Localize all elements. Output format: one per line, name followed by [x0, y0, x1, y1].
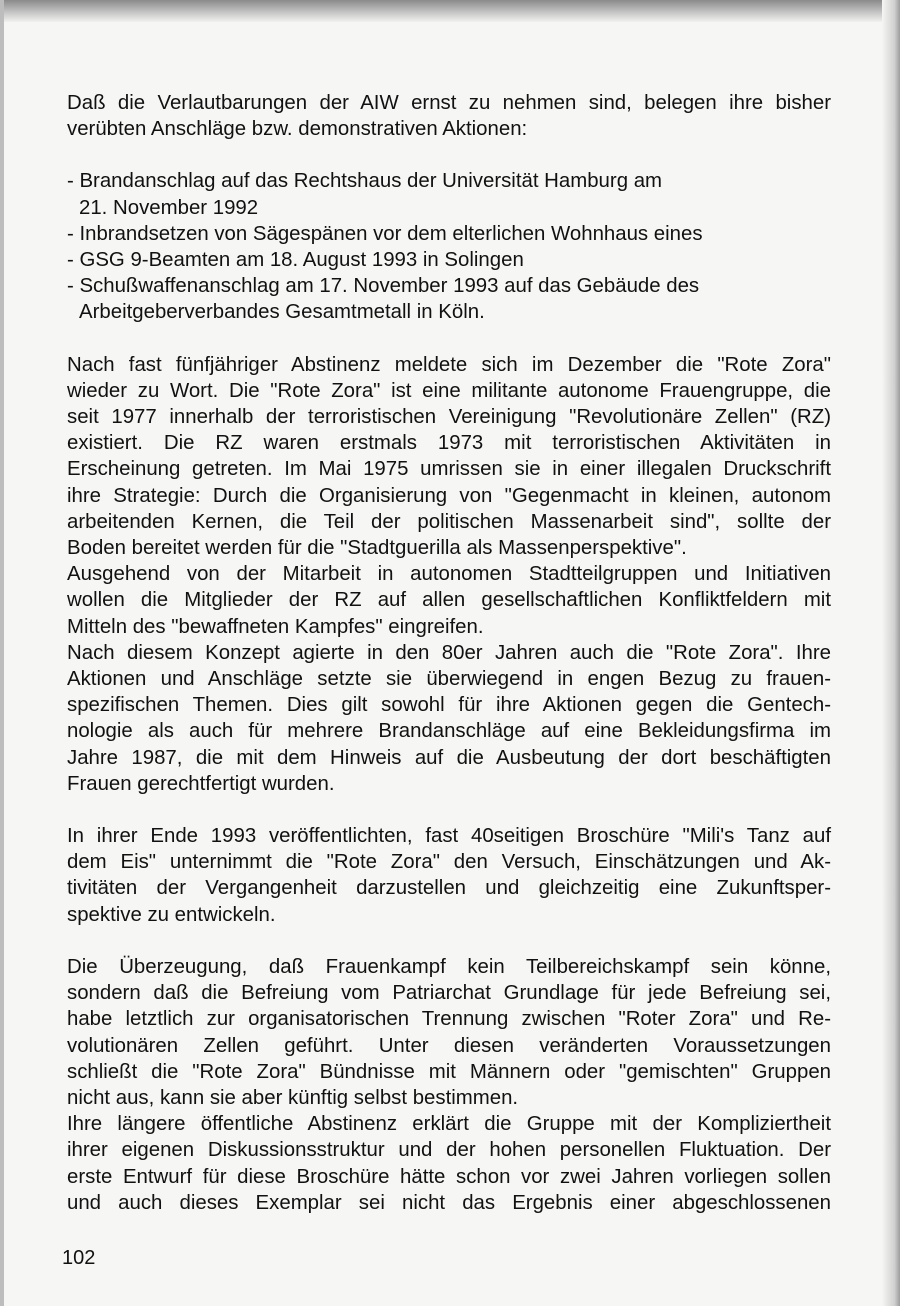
text-line: Frauen gerechtfertigt wurden. [67, 772, 335, 795]
text-line: schließt die "Rote Zora" Bündnisse mit Männern oder "gemischten" Gruppen [67, 1060, 831, 1083]
text-line: arbeitenden Kernen, die Teil der politischen Massenarbeit sind", sollte der [67, 510, 831, 533]
text-line: Nach diesem Konzept agierte in den 80er Jahren auch die "Rote Zora". Ihre [67, 641, 831, 664]
scan-top-shadow [0, 0, 900, 22]
list-item: Arbeitgeberverbandes Gesamtmetall in Köln. [79, 301, 485, 324]
text-line: nicht aus, kann sie aber künftig selbst bestimmen. [67, 1086, 519, 1109]
text-line: tivitäten der Vergangenheit darzustellen und gleichzeitig eine Zukunftsper- [67, 877, 831, 900]
text-line: habe letztlich zur organisatorischen Trennung zwischen "Roter Zora" und Re- [67, 1008, 831, 1031]
list-item: - Brandanschlag auf das Rechtshaus der Universität Hamburg am [67, 170, 663, 193]
text-line: Ihre längere öffentliche Abstinenz erklärt die Gruppe mit der Kompliziertheit [67, 1113, 831, 1136]
text-line: ihre Strategie: Durch die Organisierung von "Gegenmacht in kleinen, autonom [67, 484, 831, 507]
page-number: 102 [62, 1247, 96, 1269]
text-line: spektive zu entwickeln. [67, 903, 276, 926]
list-item: 21. November 1992 [79, 196, 259, 219]
text-line: verübten Anschläge bzw. demonstrativen Aktionen: [67, 118, 528, 141]
text-line: nologie als auch für mehrere Brandanschläge auf eine Bekleidungsfirma im [67, 720, 831, 743]
text-line: spezifischen Themen. Dies gilt sowohl für ihre Aktionen gegen die Gentech- [67, 694, 831, 717]
text-line: Boden bereitet werden für die "Stadtguerilla als Massenperspektive". [67, 537, 687, 560]
text-line: Ausgehend von der Mitarbeit in autonomen Stadtteilgruppen und Initiativen [67, 563, 831, 586]
scan-right-shadow [882, 0, 900, 1306]
text-line: Daß die Verlautbarungen der AIW ernst zu nehmen sind, belegen ihre bisher [67, 92, 831, 114]
text-line: ihrer eigenen Diskussionsstruktur und der hohen personellen Fluktuation. Der [67, 1139, 831, 1162]
text-line: Mitteln des "bewaffneten Kampfes" eingreifen. [67, 615, 484, 638]
body-text [67, 90, 831, 1216]
text-line: Aktionen und Anschläge setzte sie überwiegend in engen Bezug zu frauen- [67, 668, 831, 691]
paragraph-intro [67, 90, 831, 142]
list-item: - Inbrandsetzen von Sägespänen vor dem elterlichen Wohnhaus eines [67, 222, 703, 245]
paragraph-conviction [67, 954, 831, 1216]
text-line: erste Entwurf für diese Broschüre hätte schon vor zwei Jahren vorliegen sollen [67, 1165, 831, 1188]
text-line: Nach fast fünfjähriger Abstinenz meldete sich im Dezember die "Rote Zora" [67, 353, 831, 376]
text-line: volutionären Zellen geführt. Unter diesen veränderten Voraussetzungen [67, 1034, 831, 1057]
text-line: Erscheinung getreten. Im Mai 1975 umrissen sie in einer illegalen Druckschrift [67, 458, 831, 481]
text-line: dem Eis" unternimmt die "Rote Zora" den Versuch, Einschätzungen und Ak- [67, 851, 831, 874]
text-line: Jahre 1987, die mit dem Hinweis auf die Ausbeutung der dort beschäftigten [67, 746, 831, 769]
attack-list [67, 168, 831, 325]
list-item: - Schußwaffenanschlag am 17. November 1993 auf das Gebäude des [67, 275, 700, 298]
text-line: seit 1977 innerhalb der terroristischen Vereinigung "Revolutionäre Zellen" (RZ) [67, 406, 831, 429]
text-line: wieder zu Wort. Die "Rote Zora" ist eine militante autonome Frauengruppe, die [67, 379, 831, 402]
text-line: existiert. Die RZ waren erstmals 1973 mit terroristischen Aktivitäten in [67, 432, 831, 455]
paragraph-brochure [67, 823, 831, 928]
text-line: sondern daß die Befreiung vom Patriarchat Grundlage für jede Befreiung sei, [67, 982, 831, 1005]
list-item: - GSG 9-Beamten am 18. August 1993 in Solingen [67, 249, 524, 272]
text-line: wollen die Mitglieder der RZ auf allen gesellschaftlichen Konfliktfeldern mit [67, 589, 831, 612]
text-line: Die Überzeugung, daß Frauenkampf kein Teilbereichskampf sein könne, [67, 955, 831, 978]
scan-left-edge [0, 0, 4, 1306]
text-line: In ihrer Ende 1993 veröffentlichten, fast 40seitigen Broschüre "Mili's Tanz auf [67, 825, 831, 848]
text-line: und auch dieses Exemplar sei nicht das Ergebnis einer abgeschlossenen [67, 1191, 831, 1214]
paragraph-rote-zora [67, 352, 831, 797]
